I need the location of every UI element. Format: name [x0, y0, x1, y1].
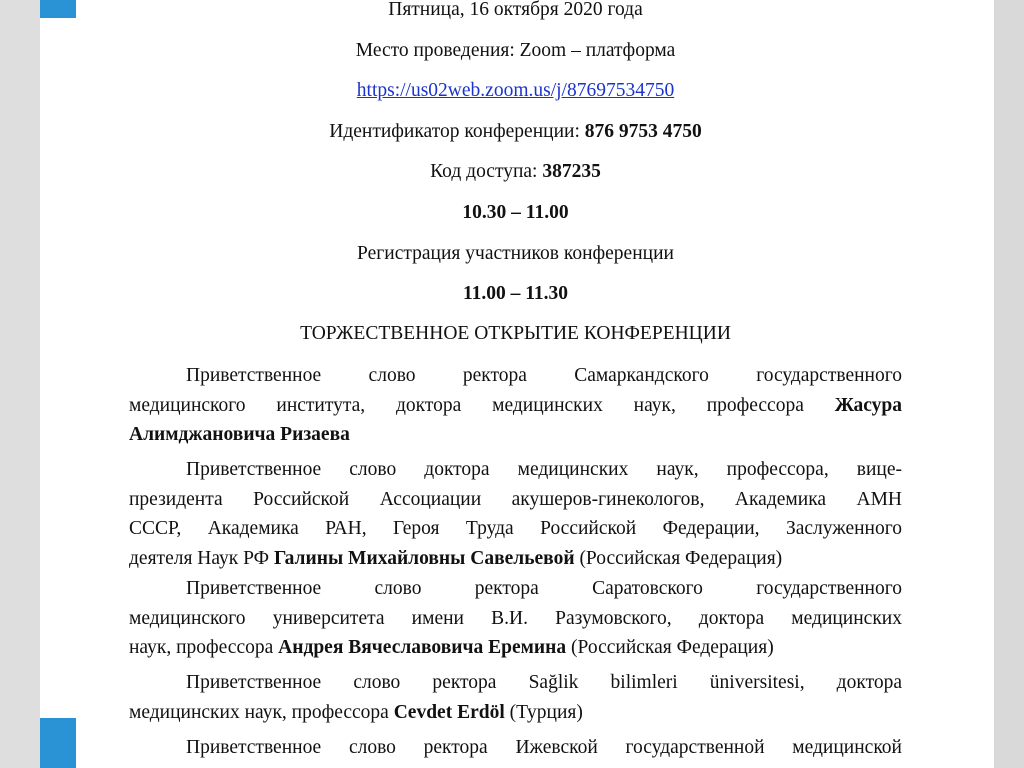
greeting-country: (Турция)	[504, 701, 583, 723]
schedule-time	[129, 201, 902, 225]
schedule-time-text: 11.00 – 11.30	[462, 283, 569, 304]
schedule-time	[129, 282, 902, 306]
conference-id-label: Идентификатор конференции:	[329, 121, 585, 142]
greeting-line: медицинского университета имени В.И. Разумовского, доктора медицинских	[129, 607, 902, 629]
greeting-line: Приветственное слово ректора Ижевской государственной медицинской	[186, 737, 902, 758]
greeting-line: СССР, Академика РАН, Героя Труда Российской Федерации, Заслуженного	[129, 518, 902, 539]
greeting-paragraph	[129, 574, 902, 663]
page-edge-accent-top	[40, 0, 76, 18]
greeting-line	[129, 633, 902, 663]
greeting-paragraph	[129, 733, 902, 763]
greeting-country: (Российская Федерация)	[574, 547, 783, 569]
greeting-line	[129, 698, 902, 728]
page-edge-accent-bottom	[40, 718, 76, 768]
conference-id	[129, 120, 902, 144]
greeting-person: Жасура	[834, 394, 902, 416]
greeting-line: Приветственное слово ректора Sağlik bilimleri üniversitesi, доктора	[186, 672, 902, 693]
greeting-paragraph	[129, 668, 902, 727]
access-code-value: 387235	[542, 161, 601, 182]
greeting-country: (Российская Федерация)	[566, 637, 774, 658]
greeting-line: президента Российской Ассоциации акушеров-гинекологов, Академика АМН	[129, 488, 902, 510]
greeting-person: Cevdet Erdöl	[393, 701, 505, 723]
greeting-text: деятеля Наук РФ	[129, 547, 274, 569]
greeting-person: Галины Михайловны Савельевой	[273, 547, 575, 569]
schedule-title: ТОРЖЕСТВЕННОЕ ОТКРЫТИЕ КОНФЕРЕНЦИИ	[300, 323, 731, 344]
greeting-person: Алимджановича Ризаева	[129, 424, 350, 445]
greeting-line: Приветственное слово доктора медицинских наук, профессора, вице-	[186, 459, 902, 480]
zoom-link[interactable]: https://us02web.zoom.us/j/87697534750	[356, 80, 675, 101]
access-code	[129, 160, 902, 184]
conference-id-value: 876 9753 4750	[584, 121, 702, 142]
greeting-text: наук, профессора	[129, 637, 279, 658]
schedule-title: Регистрация участников конференции	[357, 243, 674, 264]
greeting-line	[129, 544, 902, 574]
page-gutter-right	[994, 0, 1024, 768]
greeting-line	[129, 420, 902, 450]
greeting-paragraph	[129, 455, 902, 573]
event-venue: Место проведения: Zoom – платформа	[355, 40, 676, 61]
access-code-label: Код доступа:	[430, 161, 543, 182]
greeting-text: медицинских наук, профессора	[129, 701, 394, 723]
greeting-text: медицинского института, доктора медицинских наук, профессора	[129, 394, 835, 416]
zoom-link-line	[129, 79, 902, 103]
event-date: Пятница, 16 октября 2020 года	[388, 0, 643, 20]
greeting-person: Андрея Вячеславовича Еремина	[278, 637, 567, 658]
greeting-line	[129, 391, 902, 421]
greeting-line: Приветственное слово ректора Саратовского государственного	[186, 578, 902, 599]
greeting-paragraph	[129, 361, 902, 450]
greeting-line: Приветственное слово ректора Самаркандского государственного	[186, 365, 902, 386]
schedule-time-text: 10.30 – 11.00	[462, 202, 569, 223]
